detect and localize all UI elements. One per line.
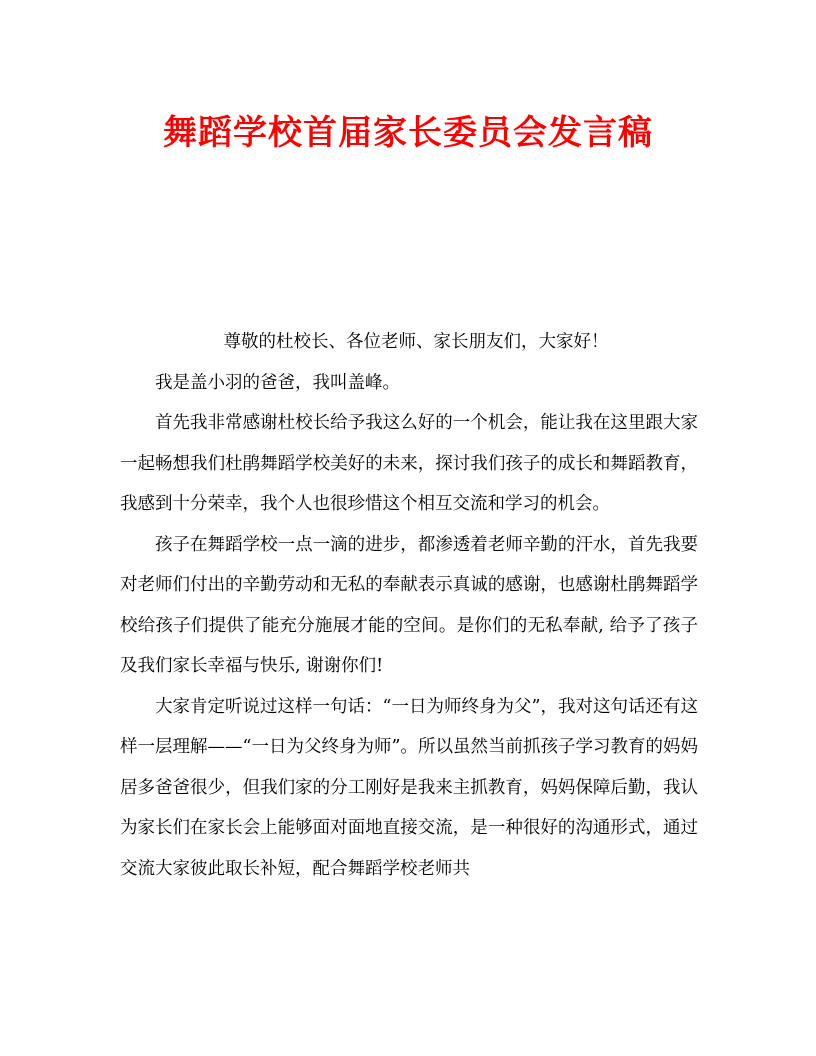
teachers-paragraph: 孩子在舞蹈学校一点一滴的进步，都渗透着老师辛勤的汗水，首先我要对老师们付出的辛勤劳动和无私的奉献表示真诚的感谢，也感谢杜鹃舞蹈学校给孩子们提供了能充分施展才能的空间。是你们的无私奉献, 给予了孩子及我们家长幸福与快乐, 谢谢你们! bbox=[120, 534, 698, 676]
document-title: 舞蹈学校首届家长委员会发言稿 bbox=[163, 113, 653, 153]
document-body bbox=[120, 322, 698, 889]
greeting-paragraph: 尊敬的杜校长、各位老师、家长朋友们，大家好！ bbox=[223, 332, 609, 352]
intro-paragraph: 我是盖小羽的爸爸，我叫盖峰。 bbox=[155, 372, 400, 393]
thanks-paragraph: 首先我非常感谢杜校长给予我这么好的一个机会，能让我在这里跟大家一起畅想我们杜鹃舞蹈学校美好的未来，探讨我们孩子的成长和舞蹈教育，我感到十分荣幸，我个人也很珍惜这个相互交流和学习的机会。 bbox=[120, 413, 698, 514]
saying-paragraph: 大家肯定听说过这样一句话：“一日为师终身为父”，我对这句话还有这样一层理解——“一日为父终身为师”。所以虽然当前抓孩子学习教育的妈妈居多爸爸很少，但我们家的分工刚好是我来主抓教育，妈妈保障后勤，我认为家长们在家长会上能够面对面地直接交流，是一种很好的沟通形式，通过交流大家彼此取长补短，配合舞蹈学校老师共 bbox=[120, 696, 698, 879]
